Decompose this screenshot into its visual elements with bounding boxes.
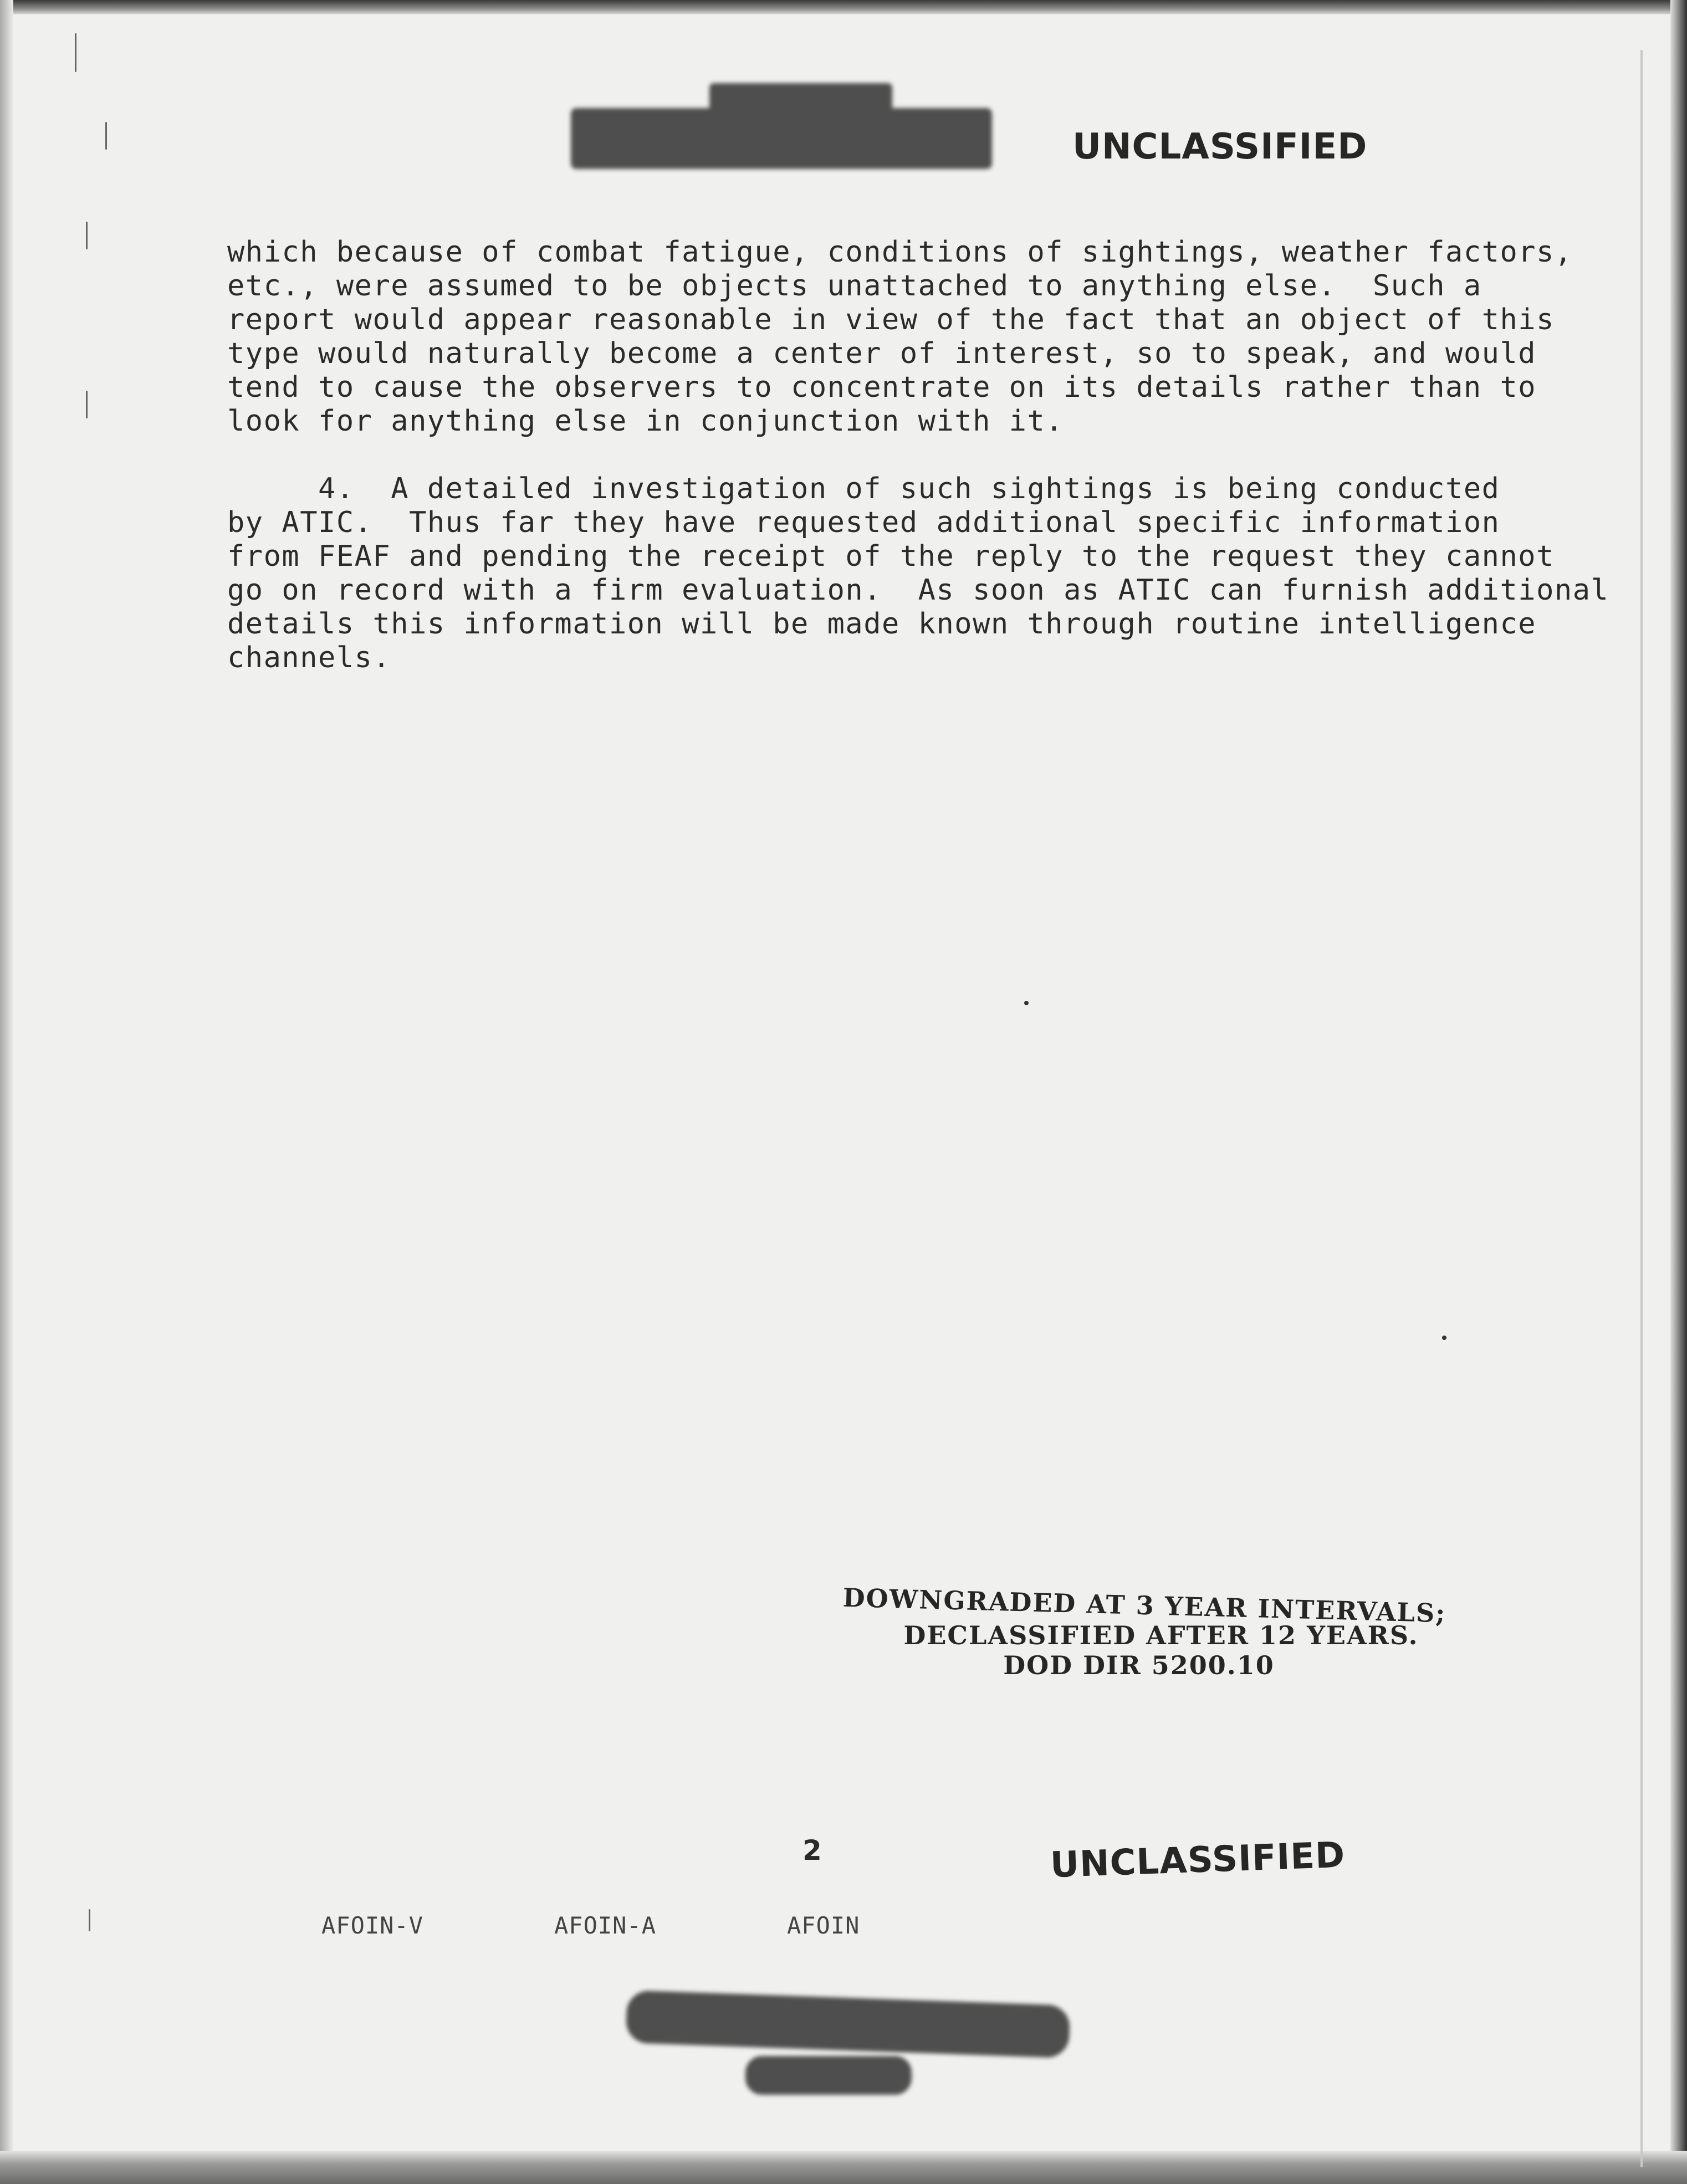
paragraph-4 bbox=[227, 472, 1609, 675]
body-line: 4. A detailed investigation of such sightings is being conducted bbox=[227, 472, 1500, 505]
body-line: by ATIC. Thus far they have requested additional specific information bbox=[227, 506, 1500, 539]
body-line: from FEAF and pending the receipt of the reply to the request they cannot bbox=[227, 540, 1555, 573]
scan-edge-top bbox=[0, 0, 1687, 14]
body-line: tend to cause the observers to concentrate on its details rather than to bbox=[227, 371, 1537, 404]
routing-code: AFOIN bbox=[787, 1912, 860, 1939]
scan-speck bbox=[1024, 1001, 1029, 1005]
body-line: channels. bbox=[227, 641, 391, 674]
margin-mark bbox=[105, 122, 107, 150]
body-line: type would naturally become a center of interest, so to speak, and would bbox=[227, 337, 1537, 370]
header-classification: UNCLASSIFIED bbox=[1072, 126, 1368, 167]
body-line: go on record with a firm evaluation. As soon as ATIC can furnish additional bbox=[227, 574, 1609, 607]
routing-code: AFOIN-A bbox=[554, 1912, 657, 1939]
paragraph-3 bbox=[227, 236, 1573, 438]
memo-body bbox=[227, 236, 1609, 675]
body-line: which because of combat fatigue, conditions of sightings, weather factors, bbox=[227, 236, 1573, 269]
body-line: details this information will be made known through routine intelligence bbox=[227, 607, 1537, 641]
stamp-line: DECLASSIFIED AFTER 12 YEARS. bbox=[903, 1620, 1419, 1650]
page-number: 2 bbox=[802, 1834, 822, 1866]
scan-edge-bottom bbox=[0, 2151, 1687, 2184]
margin-mark bbox=[86, 222, 88, 249]
body-line: report would appear reasonable in view of the fact that an object of this bbox=[227, 303, 1555, 336]
body-line: look for anything else in conjunction with it. bbox=[227, 405, 1064, 438]
declassification-stamp bbox=[826, 1582, 1463, 1680]
footer-redaction-small bbox=[745, 2056, 912, 2095]
body-line: etc., were assumed to be objects unattached to anything else. Such a bbox=[227, 269, 1482, 303]
margin-mark bbox=[89, 1909, 90, 1931]
scan-speck bbox=[1442, 1336, 1446, 1340]
footer-classification: UNCLASSIFIED bbox=[1049, 1834, 1346, 1886]
header-redaction bbox=[571, 108, 992, 169]
header-redaction-top bbox=[709, 83, 892, 116]
stamp-line: DOWNGRADED AT 3 YEAR INTERVALS; bbox=[842, 1582, 1446, 1629]
margin-mark bbox=[75, 33, 76, 72]
footer-redaction bbox=[626, 1990, 1071, 2058]
stamp-line: DOD DIR 5200.10 bbox=[1003, 1650, 1275, 1680]
scan-edge-right bbox=[1670, 0, 1687, 2184]
scan-edge-left bbox=[0, 0, 13, 2184]
page-fold-line bbox=[1640, 50, 1643, 2167]
margin-mark bbox=[86, 391, 88, 418]
routing-code: AFOIN-V bbox=[321, 1912, 424, 1939]
